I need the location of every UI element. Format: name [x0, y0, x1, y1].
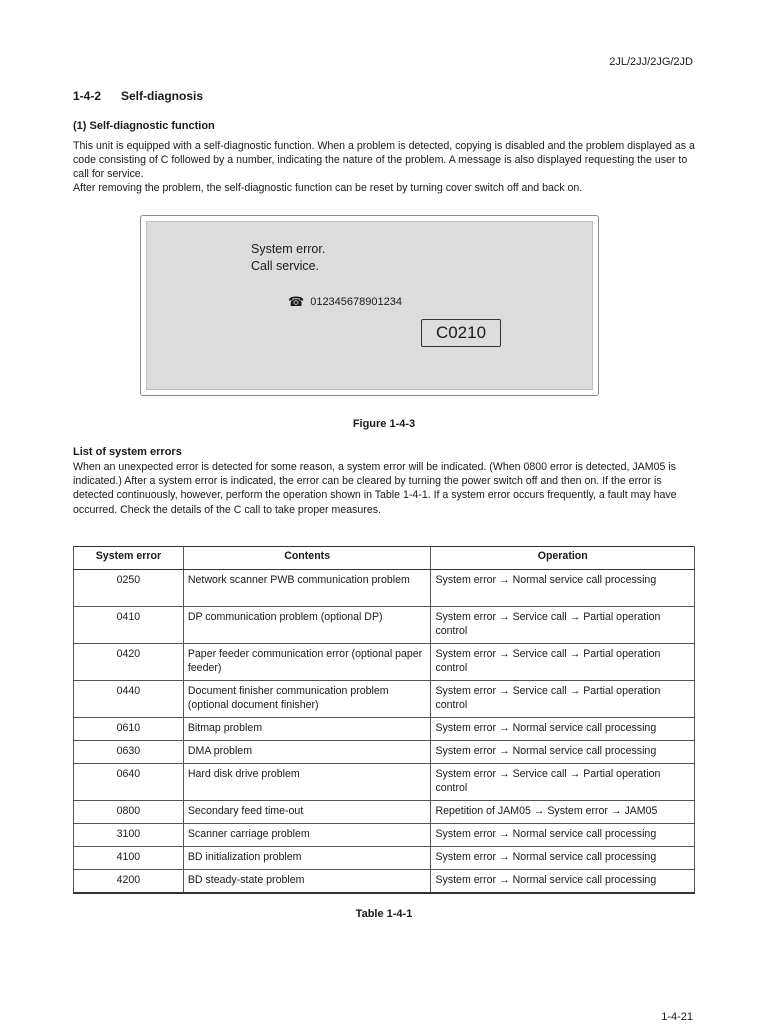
table-row — [74, 847, 695, 870]
model-code: 2JL/2JJ/2JG/2JD — [609, 56, 693, 68]
telephone-icon: ☎ — [288, 294, 305, 309]
operation-cell: Repetition of JAM05 → System error → JAM05 — [431, 801, 695, 824]
operation-cell: System error → Service call → Partial operation control — [431, 764, 695, 801]
operation-cell: System error → Service call → Partial operation control — [431, 607, 695, 644]
table-row — [74, 607, 695, 644]
table-row — [74, 870, 695, 893]
table-header-system-error: System error — [74, 547, 184, 570]
table-row — [74, 801, 695, 824]
table-row — [74, 681, 695, 718]
contents-cell: Scanner carriage problem — [183, 824, 431, 847]
reset-paragraph: After removing the problem, the self-diagnostic function can be reset by turning cover switch off and back on. — [73, 182, 583, 194]
table-header-contents: Contents — [183, 547, 431, 570]
contents-cell: Hard disk drive problem — [183, 764, 431, 801]
error-code-box: C0210 — [421, 319, 501, 347]
contents-cell: DP communication problem (optional DP) — [183, 607, 431, 644]
contents-cell: BD steady-state problem — [183, 870, 431, 893]
table-row — [74, 764, 695, 801]
contents-cell: Secondary feed time-out — [183, 801, 431, 824]
subsection-heading: (1) Self-diagnostic function — [73, 120, 215, 132]
service-phone-number: 012345678901234 — [310, 296, 402, 308]
error-code-cell: 0630 — [74, 741, 184, 764]
operation-cell: System error → Normal service call processing — [431, 718, 695, 741]
error-code-cell: 4200 — [74, 870, 184, 893]
table-row — [74, 644, 695, 681]
display-message-line2: Call service. — [251, 259, 320, 273]
contents-cell: Bitmap problem — [183, 718, 431, 741]
error-code-cell: 0610 — [74, 718, 184, 741]
table-row — [74, 718, 695, 741]
display-message-line1: System error. — [251, 242, 326, 256]
contents-cell: Network scanner PWB communication problem — [183, 570, 431, 607]
error-code-cell: 0640 — [74, 764, 184, 801]
operation-cell: System error → Service call → Partial operation control — [431, 644, 695, 681]
operation-cell: System error → Normal service call processing — [431, 847, 695, 870]
page-number: 1-4-21 — [661, 1011, 693, 1023]
list-paragraph: When an unexpected error is detected for some reason, a system error will be indicated. (When 0800 error is detected, JAM05 is indicated.) After a system error is indicated, the error can be cleared by turning the power switch off and then on. If the error is detected continuously, however, perform the operation shown in Table 1-4-1. If a system error occurs frequently, a fault may have occurred. Check the details of the C call to take proper measures. — [73, 461, 677, 516]
table-header-row — [74, 547, 695, 570]
service-phone — [288, 294, 402, 310]
error-code-cell: 0420 — [74, 644, 184, 681]
display-panel-figure — [140, 215, 599, 396]
contents-cell: Document finisher communication problem (optional document finisher) — [183, 681, 431, 718]
table-row — [74, 741, 695, 764]
table-row — [74, 570, 695, 607]
list-heading: List of system errors — [73, 446, 182, 458]
error-code-cell: 0440 — [74, 681, 184, 718]
error-code-cell: 0250 — [74, 570, 184, 607]
operation-cell: System error → Service call → Partial operation control — [431, 681, 695, 718]
contents-cell: BD initialization problem — [183, 847, 431, 870]
error-code-cell: 0800 — [74, 801, 184, 824]
operation-cell: System error → Normal service call processing — [431, 741, 695, 764]
error-code-cell: 3100 — [74, 824, 184, 847]
table-row — [74, 824, 695, 847]
operation-cell: System error → Normal service call processing — [431, 824, 695, 847]
section-number: 1-4-2 — [73, 89, 102, 103]
section-heading — [73, 89, 203, 103]
intro-paragraph: This unit is equipped with a self-diagnostic function. When a problem is detected, copying is disabled and the problem displayed as a code consisting of C followed by a number, indicating the nature of the problem. A message is also displayed requesting the user to call for service. — [73, 140, 695, 181]
figure-caption: Figure 1-4-3 — [352, 418, 416, 430]
operation-cell: System error → Normal service call processing — [431, 570, 695, 607]
display-screen — [146, 221, 593, 390]
table-caption: Table 1-4-1 — [355, 908, 413, 920]
contents-cell: Paper feeder communication error (optional paper feeder) — [183, 644, 431, 681]
contents-cell: DMA problem — [183, 741, 431, 764]
table-header-operation: Operation — [431, 547, 695, 570]
error-code-cell: 4100 — [74, 847, 184, 870]
section-title: Self-diagnosis — [121, 89, 204, 103]
system-error-table — [73, 546, 695, 894]
operation-cell: System error → Normal service call processing — [431, 870, 695, 893]
error-code-cell: 0410 — [74, 607, 184, 644]
